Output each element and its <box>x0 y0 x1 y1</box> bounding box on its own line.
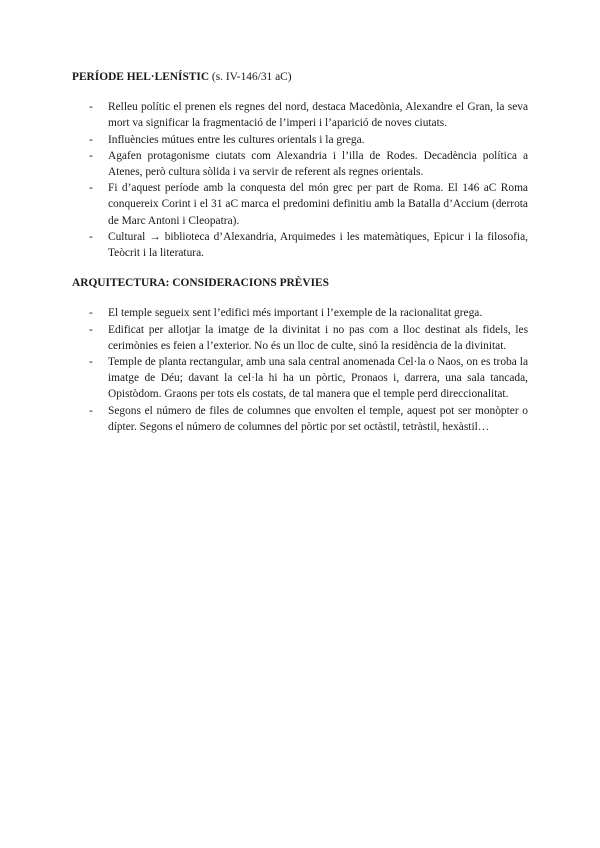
list-item <box>72 229 528 261</box>
list-item-text: Cultural → biblioteca d’Alexandria, Arquimedes i les matemàtiques, Epicur i la filosofia, Teòcrit i la literatura. <box>108 230 528 260</box>
list-item-text: Edificat per allotjar la imatge de la divinitat i no pas com a lloc destinat als fidels, les cerimònies es feien a l’exterior. No és un lloc de culte, sinó la residència de la divinitat. <box>108 323 528 352</box>
list-bullet: - <box>89 323 93 336</box>
list-item-text: Fi d’aquest període amb la conquesta del món grec per part de Roma. El 146 aC Roma conquereix Corint i el 31 aC marca el predomini definitiu amb la Batalla d’Accium (derrota de Marc Antoni i Cleopatra). <box>108 182 528 227</box>
architecture-list <box>72 305 528 435</box>
list-bullet: - <box>89 182 93 195</box>
list-item-text: Agafen protagonisme ciutats com Alexandria i l’illa de Rodes. Decadència política a Atenes, però cultura sòlida i va servir de referent als regnes orientals. <box>108 149 528 179</box>
list-item-text: Influències mútues entre les cultures orientals i la grega. <box>108 133 365 146</box>
list-item <box>72 403 528 435</box>
list-item <box>72 305 528 321</box>
section-heading-hellenistic <box>72 69 528 85</box>
list-item-text: El temple segueix sent l’edifici més important i l’exemple de la racionalitat grega. <box>108 307 483 320</box>
list-item <box>72 322 528 354</box>
heading-dates: (s. IV-146/31 aC) <box>209 71 292 83</box>
heading-title: PERÍODE HEL·LENÍSTIC <box>72 71 210 83</box>
list-bullet: - <box>89 230 93 243</box>
list-bullet: - <box>89 307 93 320</box>
list-item-text: Segons el número de files de columnes que envolten el temple, aquest pot ser monòpter o dípter. Segons el número de columnes del pòrtic por set octàstil, tetràstil, hexàstil… <box>108 404 528 433</box>
heading-title: ARQUITECTURA: CONSIDERACIONS PRÈVIES <box>72 277 329 290</box>
list-item-text: Relleu polític el prenen els regnes del nord, destaca Macedònia, Alexandre el Gran, la seva mort va significar la fragmentació de l’imperi i l’aparició de noves ciutats. <box>108 101 528 130</box>
section-heading-architecture <box>72 275 528 291</box>
list-item <box>72 99 528 131</box>
list-item <box>72 148 528 180</box>
document-body <box>72 69 528 449</box>
list-bullet: - <box>89 356 93 369</box>
list-bullet: - <box>89 404 93 417</box>
list-item <box>72 132 528 148</box>
list-item <box>72 180 528 229</box>
list-item <box>72 354 528 403</box>
list-bullet: - <box>89 133 93 146</box>
list-item-text: Temple de planta rectangular, amb una sala central anomenada Cel·la o Naos, on es troba la imatge de Déu; davant la cel·la hi ha un pòrtic, Pronaos i, darrera, una sala tancada, Opistòdom. Graons per tots els costats, de tal manera que el temple perd direccionalitat. <box>108 356 528 401</box>
hellenistic-list <box>72 99 528 261</box>
list-bullet: - <box>89 149 93 162</box>
list-bullet: - <box>89 101 93 114</box>
